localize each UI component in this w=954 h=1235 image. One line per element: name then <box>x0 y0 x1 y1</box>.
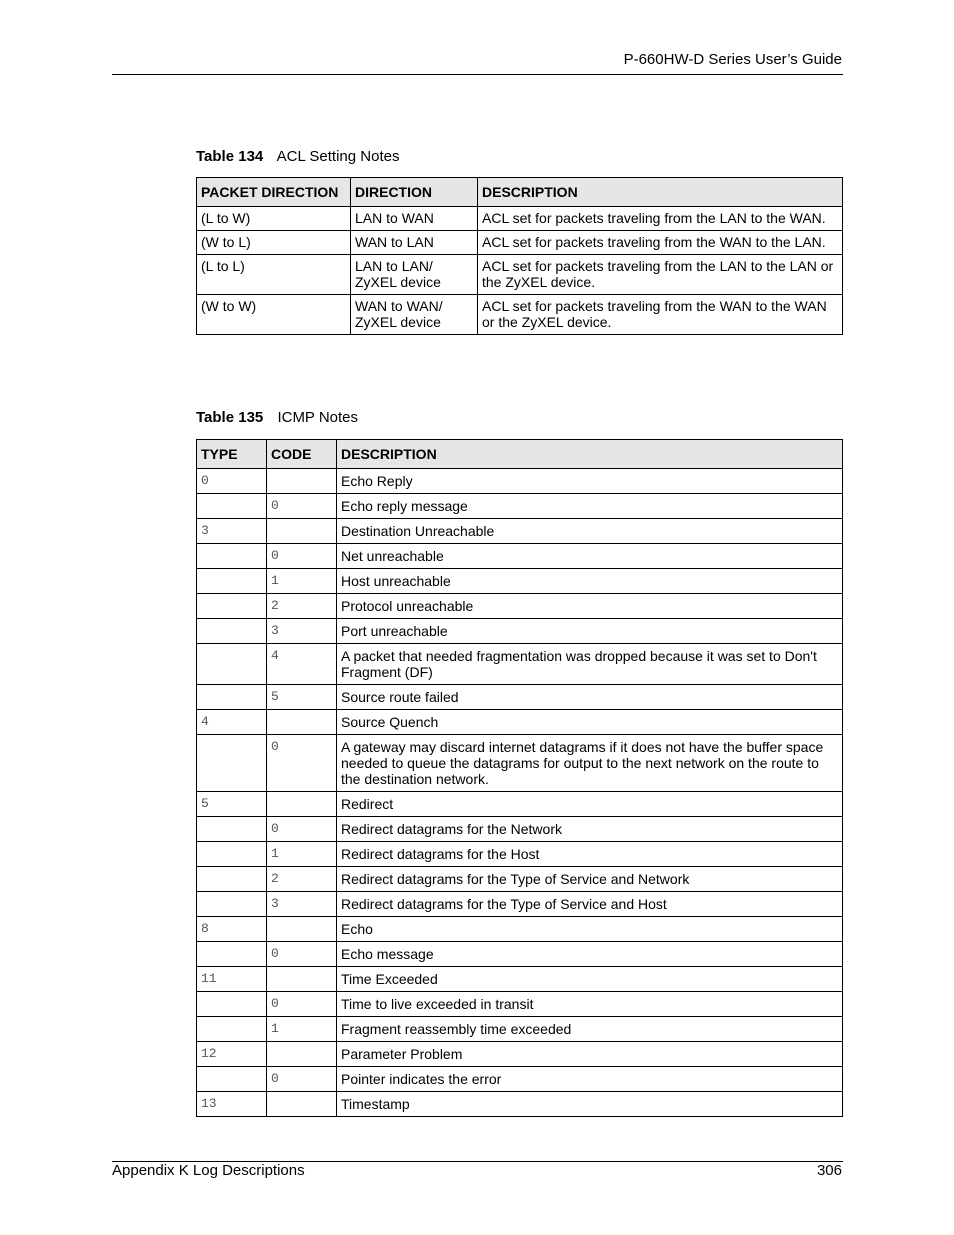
type-cell <box>197 1067 267 1092</box>
type-cell <box>197 594 267 619</box>
description-cell: Redirect datagrams for the Type of Service and Network <box>337 867 843 892</box>
header-direction: DIRECTION <box>351 178 478 207</box>
type-cell <box>197 992 267 1017</box>
type-cell: 3 <box>197 519 267 544</box>
description-cell: Time to live exceeded in transit <box>337 992 843 1017</box>
header-description: DESCRIPTION <box>478 178 843 207</box>
code-cell: 4 <box>267 644 337 685</box>
description-cell: ACL set for packets traveling from the LAN to the LAN or the ZyXEL device. <box>478 255 843 295</box>
table-row <box>197 1042 843 1067</box>
code-cell: 0 <box>267 942 337 967</box>
type-cell <box>197 685 267 710</box>
table-row <box>197 519 843 544</box>
description-cell: Source Quench <box>337 710 843 735</box>
description-cell: Protocol unreachable <box>337 594 843 619</box>
code-cell <box>267 710 337 735</box>
type-cell: 8 <box>197 917 267 942</box>
description-cell: Source route failed <box>337 685 843 710</box>
table-row <box>197 685 843 710</box>
description-cell: Destination Unreachable <box>337 519 843 544</box>
description-cell: Host unreachable <box>337 569 843 594</box>
code-cell: 3 <box>267 892 337 917</box>
table-row <box>197 917 843 942</box>
type-cell <box>197 644 267 685</box>
type-cell <box>197 619 267 644</box>
packet-direction-cell: (L to L) <box>197 255 351 295</box>
description-cell: Time Exceeded <box>337 967 843 992</box>
description-cell: Echo <box>337 917 843 942</box>
code-cell: 5 <box>267 685 337 710</box>
table-135-title: ICMP Notes <box>277 409 359 426</box>
description-cell: Echo reply message <box>337 494 843 519</box>
type-cell: 4 <box>197 710 267 735</box>
description-cell: Pointer indicates the error <box>337 1067 843 1092</box>
header-description: DESCRIPTION <box>337 440 843 469</box>
description-cell: Net unreachable <box>337 544 843 569</box>
table-135-caption <box>196 409 358 426</box>
table-row <box>197 544 843 569</box>
type-cell: 13 <box>197 1092 267 1117</box>
type-cell: 12 <box>197 1042 267 1067</box>
table-135-number: Table 135 <box>196 409 264 426</box>
packet-direction-cell: (W to W) <box>197 295 351 335</box>
type-cell <box>197 735 267 792</box>
code-cell: 2 <box>267 594 337 619</box>
direction-cell: WAN to LAN <box>351 231 478 255</box>
table-row <box>197 967 843 992</box>
table-row <box>197 710 843 735</box>
type-cell: 11 <box>197 967 267 992</box>
table-row <box>197 644 843 685</box>
running-header: P-660HW-D Series User’s Guide <box>623 51 842 68</box>
code-cell: 1 <box>267 1017 337 1042</box>
table-row <box>197 817 843 842</box>
description-cell: Redirect datagrams for the Network <box>337 817 843 842</box>
table-row <box>197 594 843 619</box>
type-cell <box>197 1017 267 1042</box>
table-134-caption <box>196 148 399 165</box>
type-cell <box>197 569 267 594</box>
acl-setting-notes-table <box>196 177 843 335</box>
code-cell: 0 <box>267 494 337 519</box>
code-cell <box>267 917 337 942</box>
description-cell: ACL set for packets traveling from the WAN to the WAN or the ZyXEL device. <box>478 295 843 335</box>
table-row <box>197 295 843 335</box>
type-cell <box>197 817 267 842</box>
table-row <box>197 892 843 917</box>
code-cell: 1 <box>267 569 337 594</box>
description-cell: ACL set for packets traveling from the LAN to the WAN. <box>478 207 843 231</box>
description-cell: Port unreachable <box>337 619 843 644</box>
type-cell <box>197 942 267 967</box>
description-cell: Redirect datagrams for the Host <box>337 842 843 867</box>
code-cell <box>267 1092 337 1117</box>
code-cell <box>267 1042 337 1067</box>
table-row <box>197 735 843 792</box>
description-cell: A gateway may discard internet datagrams if it does not have the buffer space needed to queue the datagrams for output to the next network on the route to the destination network. <box>337 735 843 792</box>
packet-direction-cell: (L to W) <box>197 207 351 231</box>
table-row <box>197 469 843 494</box>
header-type: TYPE <box>197 440 267 469</box>
table-row <box>197 942 843 967</box>
table-header-row <box>197 178 843 207</box>
type-cell <box>197 842 267 867</box>
page-number: 306 <box>816 1162 842 1179</box>
table-row <box>197 992 843 1017</box>
code-cell <box>267 519 337 544</box>
direction-cell: WAN to WAN/ ZyXEL device <box>351 295 478 335</box>
table-row <box>197 1067 843 1092</box>
table-row <box>197 207 843 231</box>
packet-direction-cell: (W to L) <box>197 231 351 255</box>
table-row <box>197 255 843 295</box>
table-134-title: ACL Setting Notes <box>276 148 400 165</box>
description-cell: A packet that needed fragmentation was dropped because it was set to Don't Fragment (DF) <box>337 644 843 685</box>
table-row <box>197 494 843 519</box>
type-cell <box>197 892 267 917</box>
description-cell: Redirect <box>337 792 843 817</box>
description-cell: Redirect datagrams for the Type of Service and Host <box>337 892 843 917</box>
code-cell <box>267 792 337 817</box>
description-cell: Parameter Problem <box>337 1042 843 1067</box>
code-cell: 0 <box>267 544 337 569</box>
direction-cell: LAN to WAN <box>351 207 478 231</box>
type-cell <box>197 544 267 569</box>
table-row <box>197 231 843 255</box>
header-code: CODE <box>267 440 337 469</box>
direction-cell: LAN to LAN/ ZyXEL device <box>351 255 478 295</box>
description-cell: Echo Reply <box>337 469 843 494</box>
description-cell: Echo message <box>337 942 843 967</box>
header-divider <box>112 74 843 75</box>
type-cell <box>197 867 267 892</box>
header-packet-direction: PACKET DIRECTION <box>197 178 351 207</box>
code-cell: 0 <box>267 735 337 792</box>
type-cell <box>197 494 267 519</box>
description-cell: Timestamp <box>337 1092 843 1117</box>
table-row <box>197 842 843 867</box>
footer-section-title: Appendix K Log Descriptions <box>112 1162 305 1179</box>
code-cell: 0 <box>267 1067 337 1092</box>
type-cell: 0 <box>197 469 267 494</box>
code-cell <box>267 469 337 494</box>
icmp-notes-table <box>196 439 843 1117</box>
table-134-number: Table 134 <box>196 148 264 165</box>
code-cell: 1 <box>267 842 337 867</box>
table-header-row <box>197 440 843 469</box>
code-cell <box>267 967 337 992</box>
code-cell: 3 <box>267 619 337 644</box>
code-cell: 0 <box>267 992 337 1017</box>
table-row <box>197 867 843 892</box>
code-cell: 2 <box>267 867 337 892</box>
table-row <box>197 619 843 644</box>
code-cell: 0 <box>267 817 337 842</box>
table-row <box>197 1092 843 1117</box>
table-row <box>197 792 843 817</box>
table-row <box>197 1017 843 1042</box>
type-cell: 5 <box>197 792 267 817</box>
table-row <box>197 569 843 594</box>
description-cell: ACL set for packets traveling from the WAN to the LAN. <box>478 231 843 255</box>
description-cell: Fragment reassembly time exceeded <box>337 1017 843 1042</box>
